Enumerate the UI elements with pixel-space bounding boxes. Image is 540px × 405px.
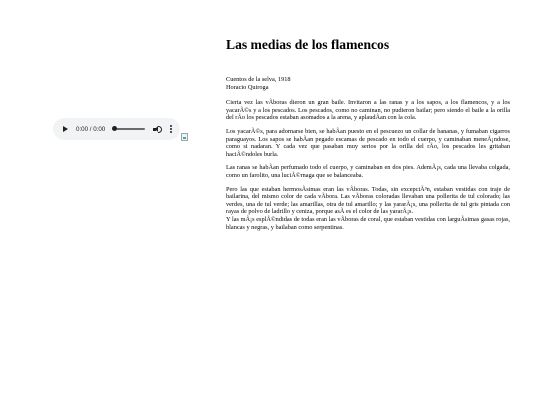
paragraph-5: Y las mÃ¡s esplÃ©ndidas de todas eran las vÃboras de coral, que estaban vestidas con larguÃsimas gasas rojas, blancas y negras, y bailaban como serpentinas. <box>226 215 510 231</box>
article-author: Horacio Quiroga <box>226 83 269 91</box>
paragraph-4: Pero las que estaban hermosÃsimas eran las vÃboras. Todas, sin excepciÃ³n, estaban vestidas con traje de bailarina, del mismo color de cada vÃbora. Las vÃboras coloradas llevaban una pollerita de tul colorado; las verdes, una de tul verde; las amarillas, otra de tul amarillo; y las yararÃ¡s, una pollerita de tul gris pintada con rayas de polvo de ladrillo y ceniza, porque asÃ es el color de las yararÃ¡s. <box>226 185 510 216</box>
article-source: Cuentos de la selva, 1918 <box>226 76 291 83</box>
play-icon[interactable] <box>63 126 68 132</box>
broken-image-icon <box>181 133 188 141</box>
paragraph-1: Cierta vez las vÃboras dieron un gran baile. Invitaron a las ranas y a los sapos, a los flamencos, y a los yacarÃ©s y a los pescados. Los pescados, como no caminan, no pudieron bailar; pero siendo el baile a la orilla del rÃo los pescados estaban asomados a la arena, y aplaudÃan con la cola. <box>226 99 510 122</box>
audio-player[interactable] <box>53 118 180 140</box>
article-title: Las medias de los flamencos <box>226 37 390 52</box>
article <box>226 36 510 246</box>
audio-time: 0:00 / 0:00 <box>76 125 106 133</box>
paragraph-3: Las ranas se habÃan perfumado todo el cuerpo, y caminaban en dos pies. AdemÃ¡s, cada una llevaba colgada, como un farolito, una luciÃ©rnaga que se balanceaba. <box>226 164 510 179</box>
article-meta <box>226 76 510 91</box>
more-options-icon[interactable] <box>170 125 172 133</box>
paragraph-2: Los yacarÃ©s, para adornarse bien, se habÃan puesto en el pescuezo un collar de bananas, y fumaban cigarros paraguayos. Los sapos se habÃan pegado escamas de pescado en todo el cuerpo, y caminaban meneÃ¡ndose, como si nadaran. Y cada vez que pasaban muy serios por la orilla del rÃo, los pescados les gritaban haciÃ©ndoles burla. <box>226 127 510 158</box>
audio-progress-slider[interactable] <box>113 128 145 130</box>
volume-icon[interactable] <box>153 125 161 133</box>
